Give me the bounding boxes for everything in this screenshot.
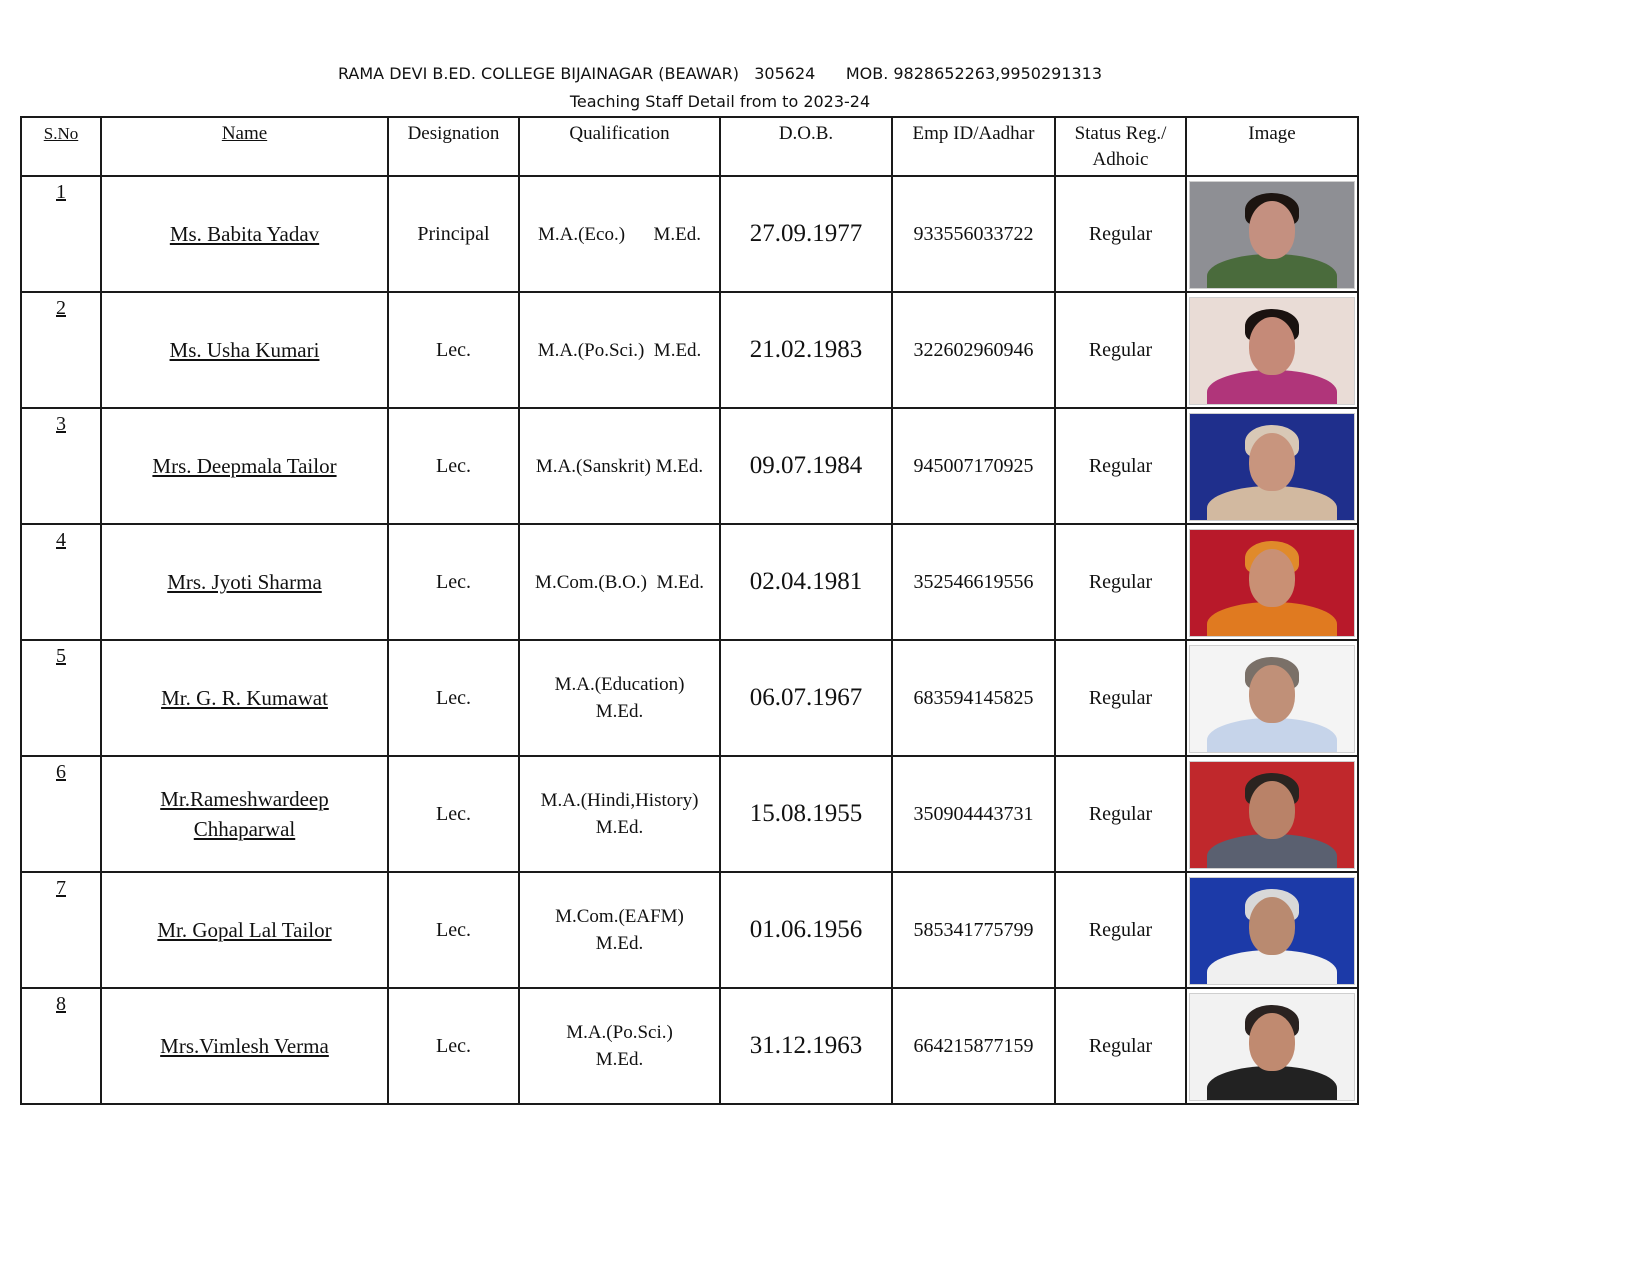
cell-name	[101, 292, 388, 408]
cell-dob: 31.12.1963	[720, 988, 892, 1104]
qual-line1: M.A.(Po.Sci.)	[566, 1022, 673, 1043]
cell-designation: Lec.	[388, 640, 519, 756]
photo-face	[1249, 549, 1295, 607]
cell-dob: 06.07.1967	[720, 640, 892, 756]
cell-sno: 1	[21, 176, 101, 292]
cell-sno: 6	[21, 756, 101, 872]
cell-qualification	[519, 408, 720, 524]
cell-name	[101, 640, 388, 756]
qual-line2: M.Ed.	[595, 1049, 644, 1070]
photo-face	[1249, 781, 1295, 839]
photo-body	[1207, 718, 1337, 753]
cell-status: Regular	[1055, 524, 1186, 640]
cell-emp-id: 664215877159	[892, 988, 1055, 1104]
cell-name	[101, 408, 388, 524]
name-line2: Chhaparwal	[193, 817, 296, 841]
cell-image	[1186, 176, 1358, 292]
cell-name	[101, 988, 388, 1104]
cell-status: Regular	[1055, 176, 1186, 292]
cell-qualification	[519, 524, 720, 640]
cell-designation: Lec.	[388, 872, 519, 988]
cell-name	[101, 176, 388, 292]
cell-status: Regular	[1055, 408, 1186, 524]
staff-photo	[1189, 993, 1355, 1101]
cell-image	[1186, 872, 1358, 988]
cell-dob: 21.02.1983	[720, 292, 892, 408]
staff-photo	[1189, 297, 1355, 405]
cell-sno: 7	[21, 872, 101, 988]
cell-status: Regular	[1055, 640, 1186, 756]
cell-qualification	[519, 176, 720, 292]
photo-face	[1249, 665, 1295, 723]
staff-photo	[1189, 761, 1355, 869]
cell-name	[101, 756, 388, 872]
cell-emp-id: 350904443731	[892, 756, 1055, 872]
cell-emp-id: 933556033722	[892, 176, 1055, 292]
cell-image	[1186, 640, 1358, 756]
col-header-status-line1: Status Reg./	[1074, 123, 1167, 144]
cell-emp-id: 683594145825	[892, 640, 1055, 756]
table-header-row	[21, 117, 1358, 176]
col-header-emp-id: Emp ID/Aadhar	[892, 117, 1055, 176]
cell-status: Regular	[1055, 872, 1186, 988]
name-line1: Ms. Usha Kumari	[169, 338, 320, 362]
cell-designation: Lec.	[388, 756, 519, 872]
cell-qualification	[519, 988, 720, 1104]
cell-dob: 01.06.1956	[720, 872, 892, 988]
col-header-qualification: Qualification	[519, 117, 720, 176]
qual-line2: M.Ed.	[595, 933, 644, 954]
name-line1: Mrs. Jyoti Sharma	[167, 570, 322, 594]
cell-designation: Lec.	[388, 408, 519, 524]
cell-image	[1186, 756, 1358, 872]
cell-status: Regular	[1055, 756, 1186, 872]
cell-image	[1186, 988, 1358, 1104]
college-name: RAMA DEVI B.ED. COLLEGE BIJAINAGAR (BEAWAR)	[337, 64, 739, 83]
document-subtitle: Teaching Staff Detail from to 2023-24	[569, 92, 871, 111]
cell-designation: Lec.	[388, 524, 519, 640]
cell-qualification	[519, 756, 720, 872]
photo-face	[1249, 897, 1295, 955]
cell-qualification	[519, 292, 720, 408]
col-header-status	[1055, 117, 1186, 176]
staff-photo	[1189, 877, 1355, 985]
table-row	[21, 872, 1358, 988]
col-header-name: Name	[101, 117, 388, 176]
college-pincode: 305624	[754, 64, 816, 83]
cell-dob: 27.09.1977	[720, 176, 892, 292]
cell-name	[101, 872, 388, 988]
table-row	[21, 292, 1358, 408]
qual-line1: M.A.(Eco.) M.Ed.	[537, 223, 702, 245]
cell-sno: 3	[21, 408, 101, 524]
cell-emp-id: 585341775799	[892, 872, 1055, 988]
cell-qualification	[519, 640, 720, 756]
table-row	[21, 408, 1358, 524]
cell-designation: Principal	[388, 176, 519, 292]
cell-designation: Lec.	[388, 292, 519, 408]
table-row	[21, 988, 1358, 1104]
name-line1: Mr.Rameshwardeep	[160, 787, 329, 811]
qual-line1: M.A.(Po.Sci.) M.Ed.	[537, 339, 702, 361]
cell-dob: 15.08.1955	[720, 756, 892, 872]
name-line1: Mr. Gopal Lal Tailor	[157, 918, 332, 942]
col-header-image: Image	[1186, 117, 1358, 176]
photo-body	[1207, 1066, 1337, 1101]
staff-photo	[1189, 181, 1355, 289]
photo-body	[1207, 370, 1337, 405]
name-line1: Mr. G. R. Kumawat	[161, 686, 328, 710]
col-header-status-line2: Adhoic	[1092, 149, 1149, 170]
qual-line2: M.Ed.	[595, 701, 644, 722]
photo-face	[1249, 1013, 1295, 1071]
cell-name	[101, 524, 388, 640]
name-line1: Ms. Babita Yadav	[169, 222, 320, 246]
cell-sno: 5	[21, 640, 101, 756]
cell-sno: 2	[21, 292, 101, 408]
col-header-designation: Designation	[388, 117, 519, 176]
photo-face	[1249, 433, 1295, 491]
photo-body	[1207, 950, 1337, 985]
qual-line2: M.Ed.	[595, 817, 644, 838]
name-line1: Mrs. Deepmala Tailor	[152, 454, 337, 478]
cell-sno: 4	[21, 524, 101, 640]
qual-line1: M.Com.(B.O.) M.Ed.	[535, 571, 704, 593]
table-row	[21, 524, 1358, 640]
staff-table	[20, 116, 1359, 1105]
col-header-dob: D.O.B.	[720, 117, 892, 176]
col-header-sno: S.No	[21, 117, 101, 176]
qual-line1: M.A.(Hindi,History)	[540, 790, 699, 811]
staff-photo	[1189, 529, 1355, 637]
cell-image	[1186, 524, 1358, 640]
photo-face	[1249, 317, 1295, 375]
cell-sno: 8	[21, 988, 101, 1104]
photo-body	[1207, 486, 1337, 521]
cell-dob: 09.07.1984	[720, 408, 892, 524]
qual-line1: M.Com.(EAFM)	[555, 906, 684, 927]
photo-body	[1207, 834, 1337, 869]
name-line1: Mrs.Vimlesh Verma	[160, 1034, 329, 1058]
qual-line1: M.A.(Sanskrit) M.Ed.	[535, 455, 704, 477]
cell-status: Regular	[1055, 988, 1186, 1104]
table-row	[21, 640, 1358, 756]
cell-emp-id: 945007170925	[892, 408, 1055, 524]
cell-designation: Lec.	[388, 988, 519, 1104]
college-mobile: MOB. 9828652263,9950291313	[845, 64, 1103, 83]
cell-image	[1186, 292, 1358, 408]
cell-qualification	[519, 872, 720, 988]
document-header	[0, 64, 1440, 83]
staff-photo	[1189, 413, 1355, 521]
table-row	[21, 176, 1358, 292]
cell-emp-id: 322602960946	[892, 292, 1055, 408]
cell-status: Regular	[1055, 292, 1186, 408]
qual-line1: M.A.(Education)	[554, 674, 685, 695]
photo-body	[1207, 254, 1337, 289]
staff-photo	[1189, 645, 1355, 753]
table-row	[21, 756, 1358, 872]
photo-face	[1249, 201, 1295, 259]
photo-body	[1207, 602, 1337, 637]
cell-emp-id: 352546619556	[892, 524, 1055, 640]
cell-image	[1186, 408, 1358, 524]
cell-dob: 02.04.1981	[720, 524, 892, 640]
